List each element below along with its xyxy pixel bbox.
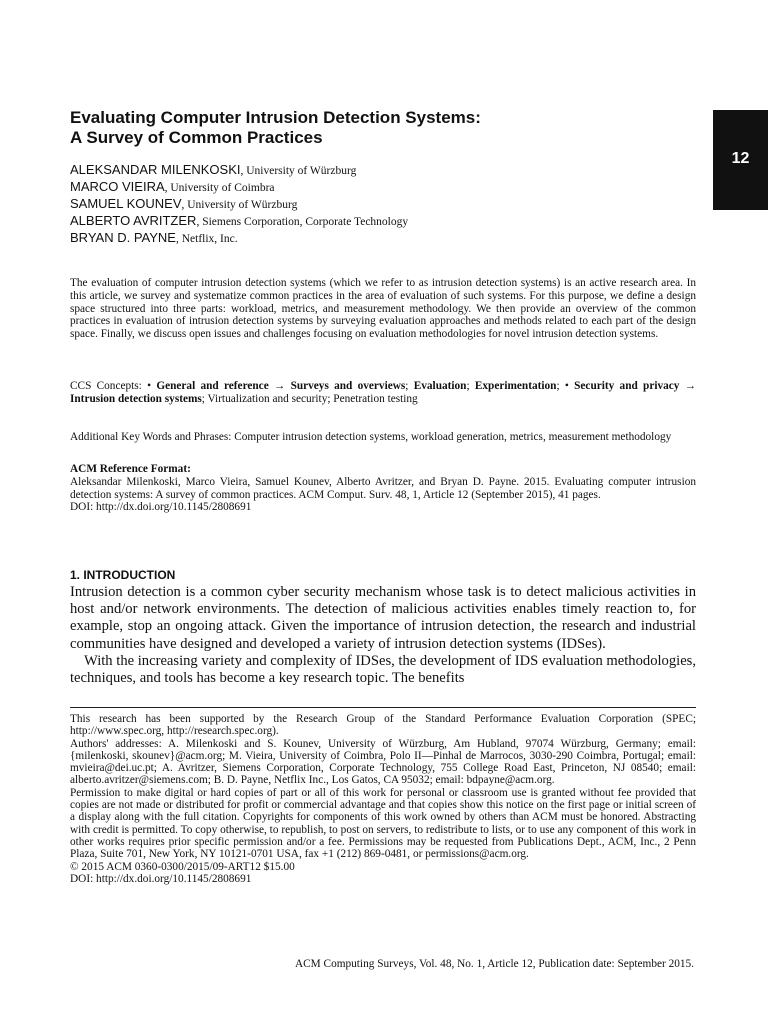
footnote-block [70,713,696,885]
author-name: MARCO VIEIRA [70,179,165,194]
ccs-concept: Evaluation [413,380,467,392]
ccs-separator: ; [556,380,565,392]
permission-note: Permission to make digital or hard copies of part or all of this work for personal or classroom use is granted without fee provided that copies are not made or distributed for profit or commercial advantage and that copies show this notice on the first page or initial screen of a display along with the full citation. Copyrights for components of this work owned by others than ACM must be honored. Abstracting with credit is permitted. To copy otherwise, to republish, to post on servers, to redistribute to lists, or to use any component of this work in other works requires prior specific permission and/or a fee. Permissions may be requested from Publications Dept., ACM, Inc., 2 Penn Plaza, Suite 701, New York, NY 10121-0701 USA, fax +1 (212) 869-0481, or permissions@acm.org. [70,786,696,861]
author-entry [70,162,696,179]
author-entry [70,230,696,247]
paragraph: Intrusion detection is a common cyber security mechanism whose task is to detect malicious activities in host and/or network environments. The detection of malicious activities enables timely reaction to, for example, stop an ongoing attack. Given the importance of intrusion detection, the research and industrial communities have designed and developed a variety of intrusion detection systems (IDSes). [70,584,696,652]
footnote-doi: DOI: http://dx.doi.org/10.1145/2808691 [70,872,252,885]
ccs-concept: Experimentation [474,380,557,392]
author-affiliation: , University of Coimbra [164,182,275,194]
bullet-icon: • [147,380,152,392]
paragraph: With the increasing variety and complexity of IDSes, the development of IDS evaluation methodologies, techniques, and tools has become a key research topic. The benefits [70,652,696,687]
ccs-concept: Surveys and overviews [290,380,406,392]
author-entry [70,196,696,213]
author-affiliation: , University of Würzburg [181,199,298,211]
section-heading: 1. INTRODUCTION [70,568,176,582]
introduction-body [70,584,696,687]
reference-text: Aleksandar Milenkoski, Marco Vieira, Samuel Kounev, Alberto Avritzer, and Bryan D. Payne. 2015. Evaluating computer intrusion detection systems: A survey of common practices. ACM Comput. Surv. 48, 1, Article 12 (September 2015), 41 pages. [70,475,696,501]
ccs-concept: Security and privacy [568,380,680,392]
arrow-icon: → [679,380,697,392]
abstract: The evaluation of computer intrusion detection systems (which we refer to as intrusion detection systems) is an active research area. In this article, we survey and systematize common practices in the area of evaluation of such systems. For this purpose, we define a design space structured into three parts: workload, metrics, and measurement methodology. We then provide an overview of the common practices in evaluation of intrusion detection systems by surveying evaluation approaches and methods related to each part of the design space. Finally, we discuss open issues and challenges focusing on evaluation methodologies for novel intrusion detection systems. [70,277,696,341]
ccs-concept: Intrusion detection systems [70,392,202,405]
ccs-concepts [70,380,696,406]
title-line-2: A Survey of Common Practices [70,128,323,147]
author-name: ALBERTO AVRITZER [70,213,197,228]
author-entry [70,213,696,230]
author-name: SAMUEL KOUNEV [70,196,182,211]
author-affiliation: , Siemens Corporation, Corporate Technology [196,216,409,228]
reference-doi: DOI: http://dx.doi.org/10.1145/2808691 [70,501,252,514]
author-addresses: Authors' addresses: A. Milenkoski and S. Kounev, University of Würzburg, Am Hubland, 97074 Würzburg, Germany; email: {milenkoski, skounev}@acm.org; M. Vieira, University of Coimbra, Polo II—Pinhal de Marrocos, 3030-290 Coimbra, Portugal; email: mvieira@dei.uc.pt; A. Avritzer, Siemens Corporation, Corporate Technology, 755 College Road East, Princeton, NJ 08540; email: alberto.avritzer@siemens.com; B. D. Payne, Netflix Inc., Los Gatos, CA 95032; email: bdpayne@acm.org. [70,737,696,787]
reference-heading: ACM Reference Format: [70,463,191,475]
running-footer: ACM Computing Surveys, Vol. 48, No. 1, Article 12, Publication date: September 2015. [294,958,694,970]
arrow-icon: → [268,380,291,392]
paper-title [70,108,696,148]
ccs-concept: General and reference [151,380,269,392]
author-affiliation: , University of Würzburg [240,165,357,177]
article-number: 12 [731,150,750,167]
author-name: ALEKSANDAR MILENKOSKI [70,162,241,177]
copyright-line: © 2015 ACM 0360-0300/2015/09-ART12 $15.00 [70,860,295,873]
title-line-1: Evaluating Computer Intrusion Detection Systems: [70,108,481,127]
ccs-rest: ; Virtualization and security; Penetration testing [201,392,418,405]
ccs-separator: ; [466,380,475,392]
author-entry [70,179,696,196]
author-list [70,162,696,247]
keywords: Additional Key Words and Phrases: Computer intrusion detection systems, workload generation, metrics, measurement methodology [70,431,672,443]
article-number-tab [713,110,768,210]
footnote-divider [70,707,696,708]
ccs-separator: ; [405,380,414,392]
author-name: BRYAN D. PAYNE [70,230,176,245]
ccs-label: CCS Concepts: [70,380,148,392]
funding-note: This research has been supported by the Research Group of the Standard Performance Evaluation Corporation (SPEC; http://www.spec.org, http://research.spec.org). [70,713,696,738]
author-affiliation: , Netflix, Inc. [175,233,238,245]
reference-format [70,463,696,514]
bullet-icon: • [564,380,569,392]
